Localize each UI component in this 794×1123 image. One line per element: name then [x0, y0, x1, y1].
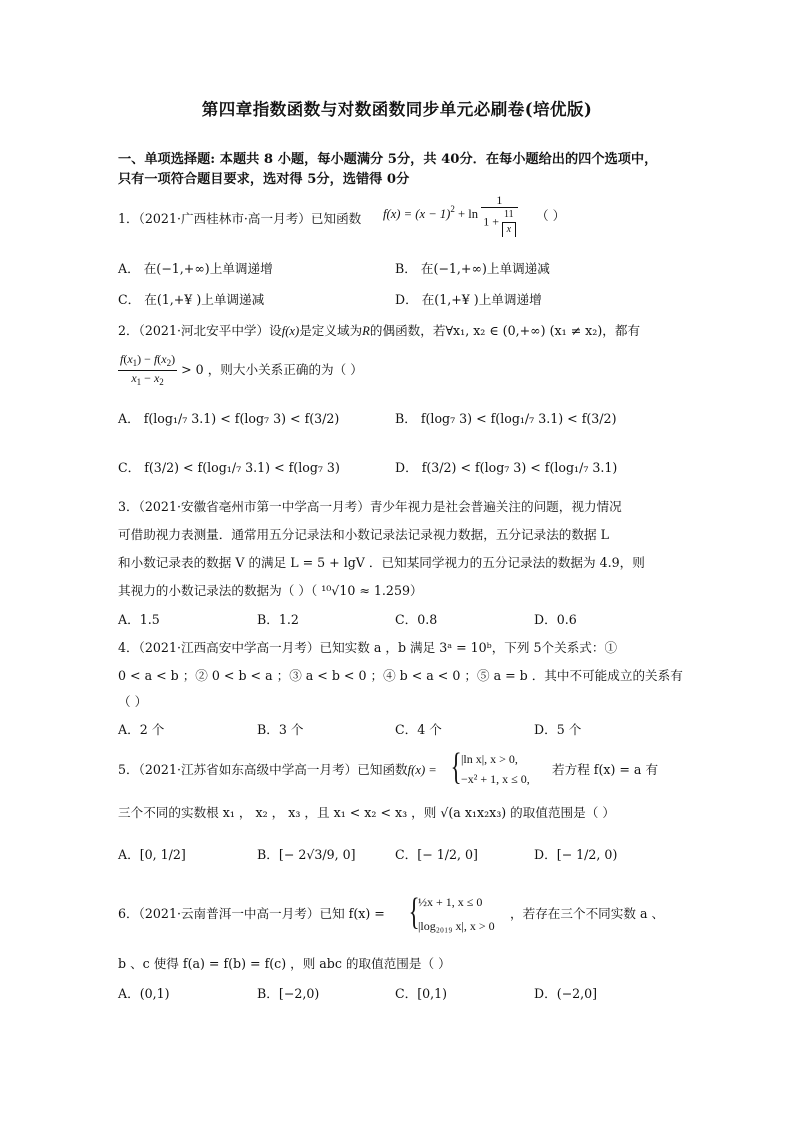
q4-option-a[interactable]: A．2 个 — [118, 722, 165, 737]
q3-option-d[interactable]: D．0.6 — [534, 612, 577, 627]
section-heading-line2: 只有一项符合题目要求，选对得 5分，选错得 0分 — [118, 172, 410, 187]
q3-line3: 和小数记录表的数据 V 的满足 L = 5 + lgV ．已知某同学视力的五分记录法的数据为 4.9，则 — [118, 555, 645, 570]
q3-line1: 3．（2021·安徽省亳州市第一中学高一月考）青少年视力是社会普遍关注的问题，视力情况 — [118, 499, 622, 514]
q5-option-b[interactable]: B．[− 2√3/9, 0] — [257, 847, 356, 862]
q6-option-b[interactable]: B．[−2,0) — [257, 986, 320, 1001]
section-heading-line1: 一、单项选择题: 本题共 8 小题，每小题满分 5分，共 40分．在每小题给出的四个选项中， — [118, 152, 658, 167]
q1-formula: $f(x) = (x - 1)^2 + \ln$ 1 1 + $\frac{11}{x}$ — [383, 193, 518, 237]
q1-option-a[interactable]: A． 在(−1,+∞)上单调递增 — [118, 261, 273, 276]
q6-case2: |log₂₀₁₉ x|, x > 0 — [418, 919, 495, 933]
q1-fraction: 1 1 + $\frac{11}{x}$ — [481, 193, 517, 237]
q4-option-b[interactable]: B．3 个 — [257, 722, 304, 737]
q5-piecewise-brace: { — [450, 746, 462, 788]
q4-option-c[interactable]: C．4 个 — [395, 722, 442, 737]
q5-case1: |ln x|, x > 0, — [461, 752, 518, 766]
q4-line3: （ ） — [118, 694, 148, 709]
q2-option-c[interactable]: C． f(3/2) < f(log₁/₇ 3.1) < f(log₇ 3) — [118, 460, 340, 475]
q6-case1: ½x + 1, x ≤ 0 — [418, 895, 483, 909]
q1-option-d[interactable]: D． 在(1,+¥ )上单调递增 — [395, 292, 542, 307]
q2-option-d[interactable]: D． f(3/2) < f(log₇ 3) < f(log₁/₇ 3.1) — [395, 460, 618, 475]
q1-option-b[interactable]: B． 在(−1,+∞)上单调递减 — [395, 261, 550, 276]
q3-option-a[interactable]: A．1.5 — [118, 612, 160, 627]
q5-line1: 5．（2021·江苏省如东高级中学高一月考）已知函数f(x) = — [118, 762, 437, 777]
q6-option-a[interactable]: A．(0,1) — [118, 986, 170, 1001]
q1-answer-paren: （ ） — [536, 208, 566, 223]
q1-option-c[interactable]: C． 在(1,+¥ )上单调递减 — [118, 292, 265, 307]
q6-line2: b 、c 使得 f(a) = f(b) = f(c) ，则 abc 的取值范围是（ ） — [118, 956, 451, 971]
q6-option-d[interactable]: D．(−2,0] — [534, 986, 598, 1001]
q6-piecewise-brace: { — [408, 891, 420, 933]
q5-case2: −x² + 1, x ≤ 0, — [461, 772, 530, 786]
q5-line2: 三个不同的实数根 x₁ ， x₂ ， x₃ ，且 x₁ < x₂ < x₃ ，则 √(a x₁x₂x₃) 的取值范围是（ ） — [118, 805, 615, 820]
q3-option-b[interactable]: B．1.2 — [257, 612, 299, 627]
q4-line1: 4．（2021·江西高安中学高一月考）已知实数 a ，b 满足 3ᵃ = 10ᵇ，下列 5个关系式：① — [118, 640, 618, 655]
q5-option-c[interactable]: C．[− 1/2, 0] — [395, 847, 478, 862]
q3-line4: 其视力的小数记录法的数据为（ ）（ ¹⁰√10 ≈ 1.259） — [118, 583, 423, 598]
q3-line2: 可借助视力表测量．通常用五分记录法和小数记录法记录视力数据，五分记录法的数据 L — [118, 527, 609, 542]
q2-condition: $\frac{f(x_1) - f(x_2)}{x_1 - x_2}$ > 0 ，则大小关系正确的为（ ） — [120, 352, 363, 387]
q2-stem: 2．（2021·河北安平中学）设f(x)是定义域为R的偶函数，若∀x₁, x₂ ∈ (0,+∞) (x₁ ≠ x₂)，都有 — [118, 323, 641, 338]
q2-difference-quotient: $\frac{f(x_1) - f(x_2)}{x_1 - x_2}$ — [120, 352, 176, 387]
q5-option-d[interactable]: D．[− 1/2, 0) — [534, 847, 618, 862]
q2-option-b[interactable]: B． f(log₇ 3) < f(log₁/₇ 3.1) < f(3/2) — [395, 411, 617, 426]
q4-option-d[interactable]: D．5 个 — [534, 722, 582, 737]
q6-option-c[interactable]: C．[0,1) — [395, 986, 448, 1001]
q2-option-a[interactable]: A． f(log₁/₇ 3.1) < f(log₇ 3) < f(3/2) — [118, 411, 340, 426]
page-title: 第四章指数函数与对数函数同步单元必刷卷(培优版) — [201, 100, 593, 119]
q6-line1: 6．（2021·云南普洱一中高一月考）已知 f(x) = — [118, 906, 385, 921]
q4-line2: 0 < a < b ；② 0 < b < a ；③ a < b < 0 ；④ b < a < 0 ；⑤ a = b ．其中不可能成立的关系有 — [118, 668, 683, 683]
q1-stem: 1．（2021·广西桂林市·高一月考）已知函数 — [118, 211, 362, 226]
q5-line1-tail: 若方程 f(x) = a 有 — [552, 762, 659, 777]
q5-option-a[interactable]: A．[0, 1/2] — [118, 847, 186, 862]
q6-line1-tail: ，若存在三个不同实数 a 、 — [510, 906, 665, 921]
q3-option-c[interactable]: C．0.8 — [395, 612, 438, 627]
